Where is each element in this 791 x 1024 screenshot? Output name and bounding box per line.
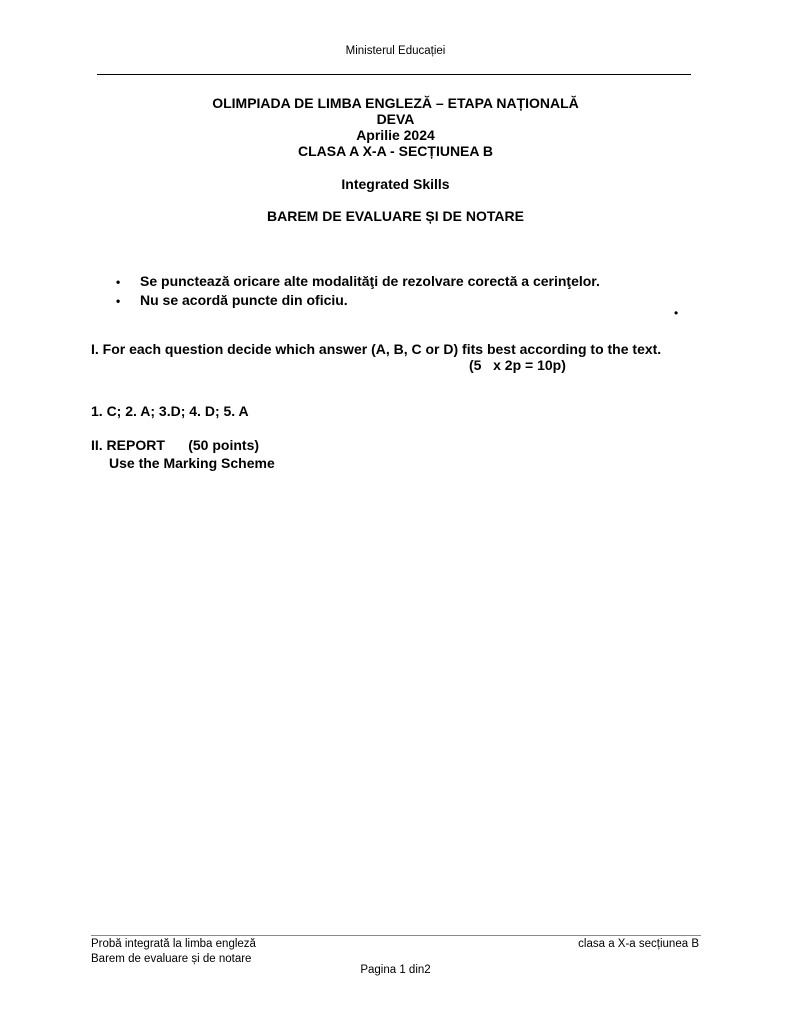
subtitle-skills: Integrated Skills	[341, 176, 450, 192]
section1-answers: 1. C; 2. A; 3.D; 4. D; 5. A	[91, 403, 249, 419]
note-text: Se punctează oricare alte modalităţi de rezolvare corectă a cerinţelor.	[140, 273, 600, 289]
footer-divider	[91, 935, 701, 936]
title-city: DEVA	[376, 111, 415, 127]
title-class: CLASA A X-A - SECȚIUNEA B	[298, 143, 493, 159]
ministry-header: Ministerul Educației	[345, 45, 446, 57]
bullet-icon: •	[116, 275, 121, 289]
section1-instruction: I. For each question decide which answer (A, B, C or D) fits best according to the text.	[91, 341, 662, 357]
list-item	[116, 291, 600, 310]
footer-exam-name: Probă integrată la limba engleză	[91, 938, 256, 950]
stray-bullet-icon: •	[674, 306, 679, 320]
header-divider	[97, 74, 691, 75]
title-olympiad: OLIMPIADA DE LIMBA ENGLEZĂ – ETAPA NAȚIONALĂ	[212, 95, 579, 111]
list-item	[116, 272, 600, 291]
section1-points: (5 x 2p = 10p)	[469, 357, 566, 373]
page-number: Pagina 1 din2	[360, 964, 431, 976]
notes-list	[116, 272, 600, 310]
subtitle-barem: BAREM DE EVALUARE ȘI DE NOTARE	[267, 208, 524, 224]
footer-barem-name: Barem de evaluare și de notare	[91, 953, 252, 965]
title-date: Aprilie 2024	[356, 127, 435, 143]
footer-class: clasa a X-a secțiunea B	[578, 938, 699, 950]
section2-instruction: Use the Marking Scheme	[109, 455, 275, 471]
section2-heading: II. REPORT (50 points)	[91, 437, 260, 453]
bullet-icon: •	[116, 294, 121, 308]
document-title	[0, 95, 791, 159]
note-text: Nu se acordă puncte din oficiu.	[140, 292, 348, 308]
